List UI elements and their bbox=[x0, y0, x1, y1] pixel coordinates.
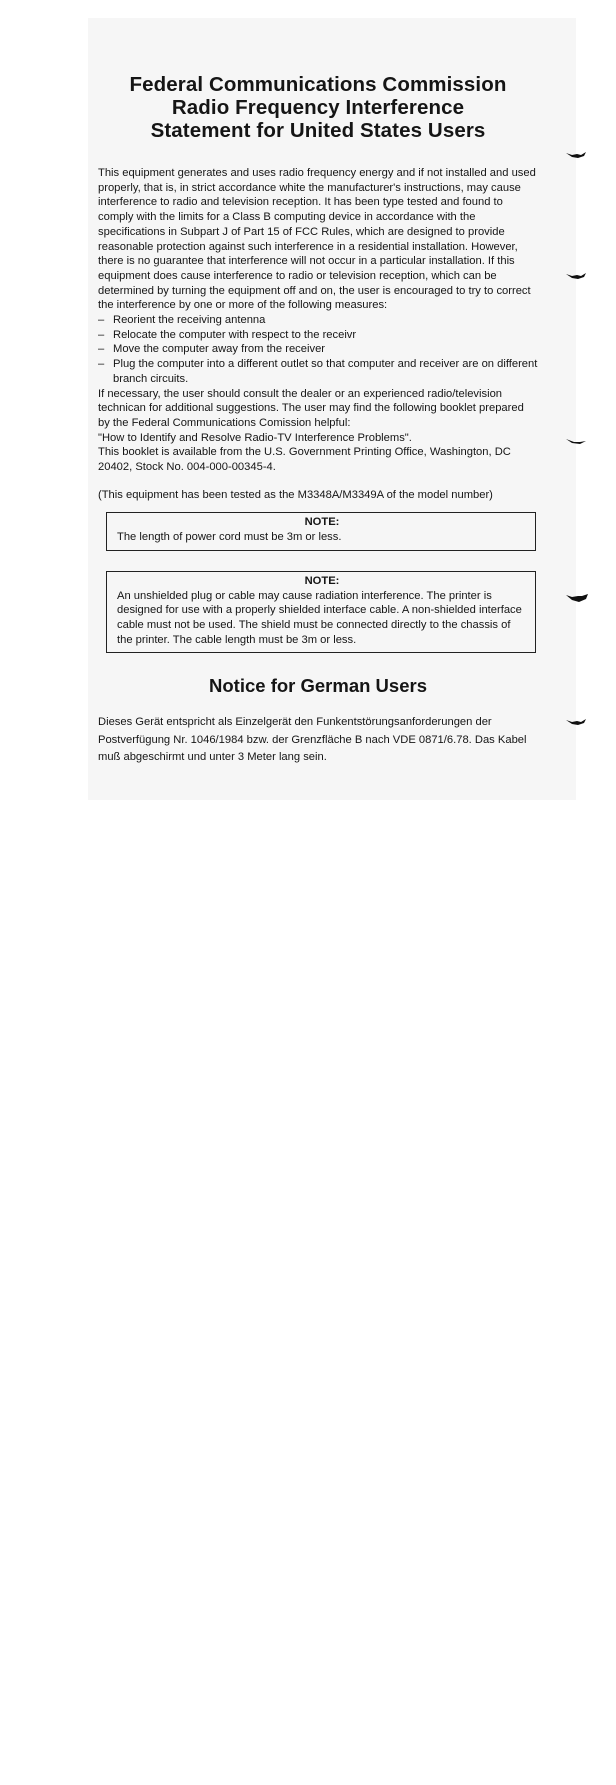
document-body bbox=[98, 73, 538, 777]
title-line-2: Radio Frequency Interference bbox=[171, 96, 465, 119]
consult-dealer-paragraph: If necessary, the user should consult the dealer or an experienced radio/television technican for additional suggestions. The user may find the following booklet prepared by the Federal Communications Comission helpful: bbox=[98, 387, 524, 429]
fcc-statement-paragraph: This equipment generates and uses radio frequency energy and if not installed and used properly, that is, in strict accordance white the manufacturer's instructions, may cause interference to radio and television reception. It has been type tested and found to comply with the limits for a Class B computing device in accordance with the specifications in Subpart J of Part 15 of FCC Rules, which are designed to provide reasonable protection against such interference in a residential installation. However, there is no guarantee that interference will not occur in a particular installation. If this equipment does cause interference to radio or television reception, which can be determined by turning the equipment off and on, the user is encouraged to try to correct the interference by one or more of the following measures: bbox=[98, 167, 536, 312]
binder-mark bbox=[566, 151, 586, 159]
note-title: NOTE: bbox=[304, 516, 340, 529]
model-statement: (This equipment has been tested as the M3348A/M3349A of the model number) bbox=[98, 488, 493, 501]
binder-mark bbox=[566, 272, 586, 280]
note-box-shielded-cable bbox=[106, 571, 536, 654]
note-box-power-cord bbox=[106, 512, 536, 550]
note-text: An unshielded plug or cable may cause radiation interference. The printer is designed for use with a properly shielded interface cable. A non-shielded interface cable must not be used. The shield must be connected directly to the chassis of the printer. The cable length must be 3m or less. bbox=[117, 589, 522, 646]
binder-mark bbox=[566, 593, 586, 601]
list-item: – Plug the computer into a different outlet so that computer and receiver are on different branch circuits. bbox=[98, 357, 538, 386]
booklet-title: "How to Identify and Resolve Radio-TV Interference Problems". bbox=[98, 431, 412, 444]
measures-list bbox=[98, 313, 538, 387]
booklet-availability: This booklet is available from the U.S. Government Printing Office, Washington, DC 20402, Stock No. 004-000-00345-4. bbox=[98, 446, 511, 474]
list-item: – Move the computer away from the receiver bbox=[98, 342, 538, 357]
list-item: – Reorient the receiving antenna bbox=[98, 313, 538, 328]
binder-mark bbox=[566, 718, 586, 726]
list-item: – Relocate the computer with respect to the receivr bbox=[98, 328, 538, 343]
note-text: The length of power cord must be 3m or less. bbox=[117, 531, 342, 544]
note-title: NOTE: bbox=[304, 574, 340, 587]
german-notice-paragraph: Dieses Gerät entspricht als Einzelgerät den Funkentstörungsanforderungen der Postverfügung Nr. 1046/1984 bzw. der Grenzfläche B nach VDE 0871/6.78. Das Kabel muß abgeschirmt und unter 3 Meter lang sein. bbox=[98, 716, 527, 763]
title-line-3: Statement for United States Users bbox=[150, 119, 486, 142]
title-line-1: Federal Communications Commission bbox=[129, 73, 507, 96]
german-section-heading: Notice for German Users bbox=[209, 675, 427, 697]
page-title bbox=[98, 73, 538, 142]
binder-mark bbox=[566, 438, 586, 446]
